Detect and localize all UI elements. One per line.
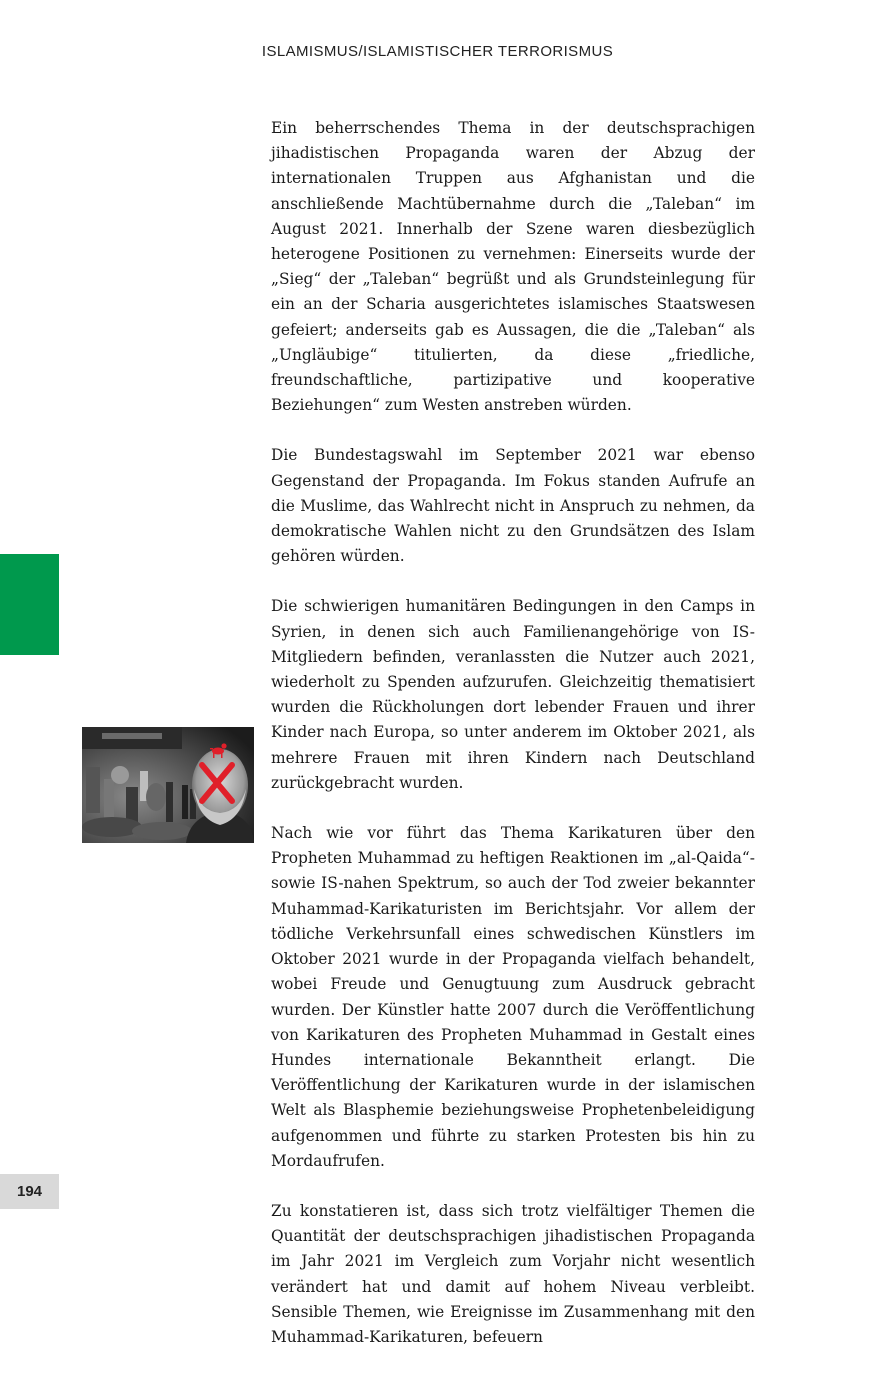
page-number: 194 xyxy=(0,1174,59,1209)
propaganda-photo-graphic xyxy=(82,727,254,843)
running-header: ISLAMISMUS/ISLAMISTISCHER TERRORISMUS xyxy=(261,43,614,60)
paragraph-quantitaet: Zu konstatieren ist, dass sich trotz vielfältiger Themen die Quantität der deutschsprachigen jihadistischen Propaganda im Jahr 2021 im Vergleich zum Vorjahr nicht wesentlich verändert hat und damit auf hohem Niveau verbleibt. Sensible Themen, wie Ereignisse im Zusammenhang mit den Muhammad-Karikaturen, befeuern xyxy=(271,1201,755,1346)
section-tab xyxy=(0,554,59,655)
body-text xyxy=(271,116,755,1375)
paragraph-camps-syrien: Die schwierigen humanitären Bedingungen in den Camps in Syrien, in denen sich auch Familienangehörige von IS-Mitgliedern befinden, veranlassten die Nutzer auch 2021, wiederholt zu Spenden aufzurufen. Gleichzeitig thematisiert wurden die Rückholungen dort lebender Frauen und ihrer Kinder nach Europa, so unter anderem im Oktober 2021, als mehrere Frauen mit ihren Kindern nach Deutschland zurückgebracht wurden. xyxy=(271,597,755,792)
propaganda-photo xyxy=(82,727,254,843)
paragraph-taleban: Ein beherrschendes Thema in der deutschsprachigen jihadistischen Propaganda waren der Abzug der internationalen Truppen aus Afghanistan und die anschließende Machtübernahme durch die „Taleban“ im August 2021. Innerhalb der Szene waren diesbezüglich heterogene Positionen zu vernehmen: Einerseits wurde der „Sieg“ der „Taleban“ begrüßt und als Grundsteinlegung für ein an der Scharia ausgerichtetes islamisches Staatswesen gefeiert; anderseits gab es Aussagen, die die „Taleban“ als „Ungläubige“ titulierten, da diese „friedliche, freundschaftliche, partizipative und kooperative Beziehungen“ zum Westen anstreben würden. xyxy=(271,119,755,415)
paragraph-bundestagswahl: Die Bundestagswahl im September 2021 war ebenso Gegenstand der Propaganda. Im Fokus standen Aufrufe an die Muslime, das Wahlrecht nicht in Anspruch zu nehmen, da demokratische Wahlen nicht zu den Grundsätzen des Islam gehören würden. xyxy=(271,446,755,566)
paragraph-karikaturen: Nach wie vor führt das Thema Karikaturen über den Propheten Muhammad zu heftigen Reaktionen im „al-Qaida“- sowie IS-nahen Spektrum, so auch der Tod zweier bekannter Muhammad-Karikaturisten im Berichtsjahr. Vor allem der tödliche Verkehrsunfall eines schwedischen Künstlers im Oktober 2021 wurde in der Propaganda vielfach behandelt, wobei Freude und Genugtuung zum Ausdruck gebracht wurden. Der Künstler hatte 2007 durch die Veröffentlichung von Karikaturen des Propheten Muhammad in Gestalt eines Hundes internationale Bekanntheit erlangt. Die Veröffentlichung der Karikaturen wurde in der islamischen Welt als Blasphemie beziehungsweise Prophetenbeleidigung aufgenommen und führte zu starken Protesten bis hin zu Mordaufrufen. xyxy=(271,824,755,1170)
